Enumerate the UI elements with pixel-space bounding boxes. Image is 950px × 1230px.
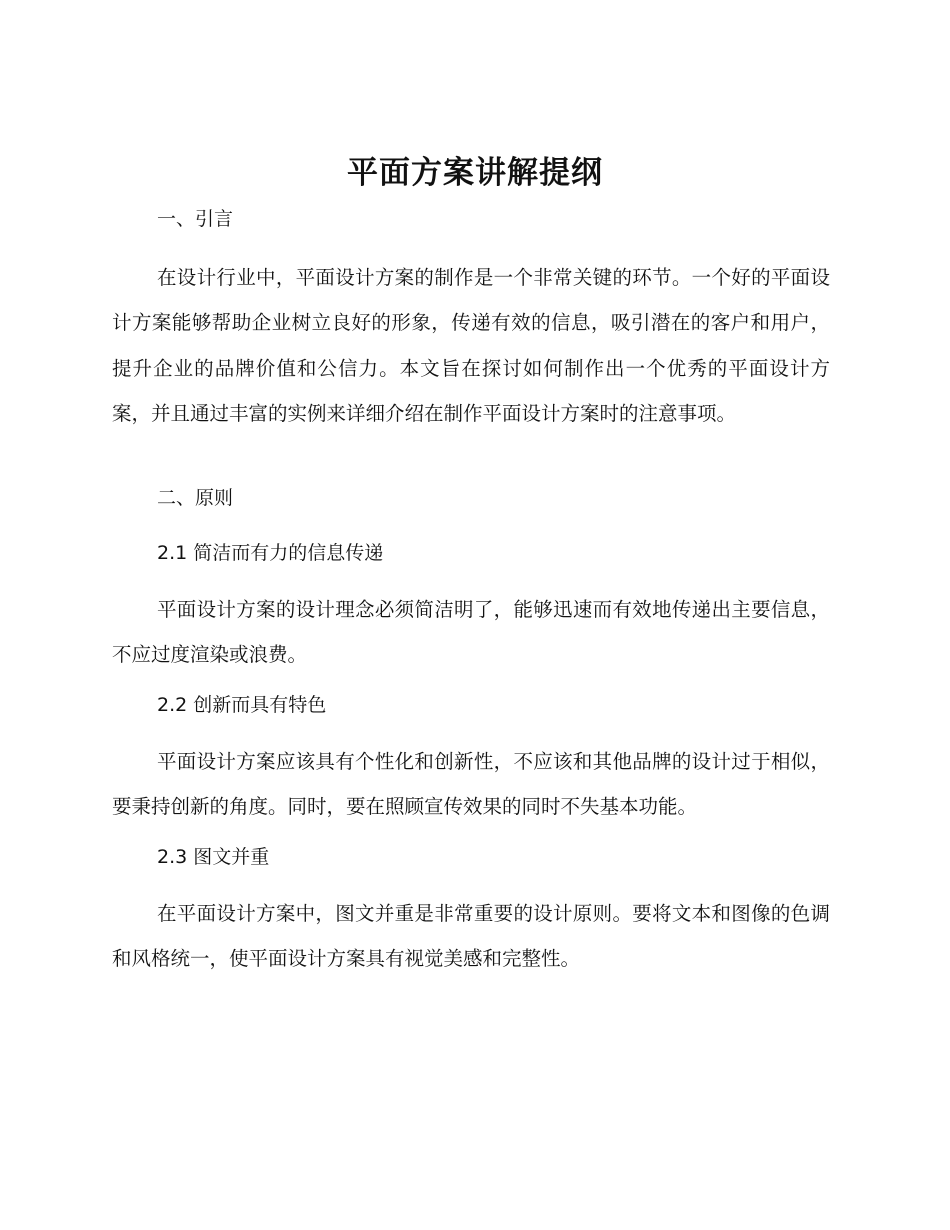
subsection-paragraph-2-1: 平面设计方案的设计理念必须简洁明了，能够迅速而有效地传递出主要信息，不应过度渲染或浪费。: [112, 598, 830, 667]
section-heading-introduction: 一、引言: [157, 208, 234, 230]
subsection-paragraph-2-3: 在平面设计方案中，图文并重是非常重要的设计原则。要将文本和图像的色调和风格统一，使平面设计方案具有视觉美感和完整性。: [112, 902, 830, 971]
subsection-heading-2-1: 2.1 简洁而有力的信息传递: [157, 542, 384, 564]
section-paragraph-introduction: 在设计行业中，平面设计方案的制作是一个非常关键的环节。一个好的平面设计方案能够帮助企业树立良好的形象，传递有效的信息，吸引潜在的客户和用户，提升企业的品牌价值和公信力。本文旨在探讨如何制作出一个优秀的平面设计方案，并且通过丰富的实例来详细介绍在制作平面设计方案时的注意事项。: [112, 266, 830, 425]
document-title: 平面方案讲解提纲: [347, 155, 603, 191]
subsection-paragraph-2-2: 平面设计方案应该具有个性化和创新性，不应该和其他品牌的设计过于相似，要秉持创新的角度。同时，要在照顾宣传效果的同时不失基本功能。: [112, 750, 830, 819]
subsection-heading-2-3: 2.3 图文并重: [157, 846, 270, 868]
section-heading-principles: 二、原则: [157, 487, 234, 509]
subsection-heading-2-2: 2.2 创新而具有特色: [157, 694, 327, 716]
